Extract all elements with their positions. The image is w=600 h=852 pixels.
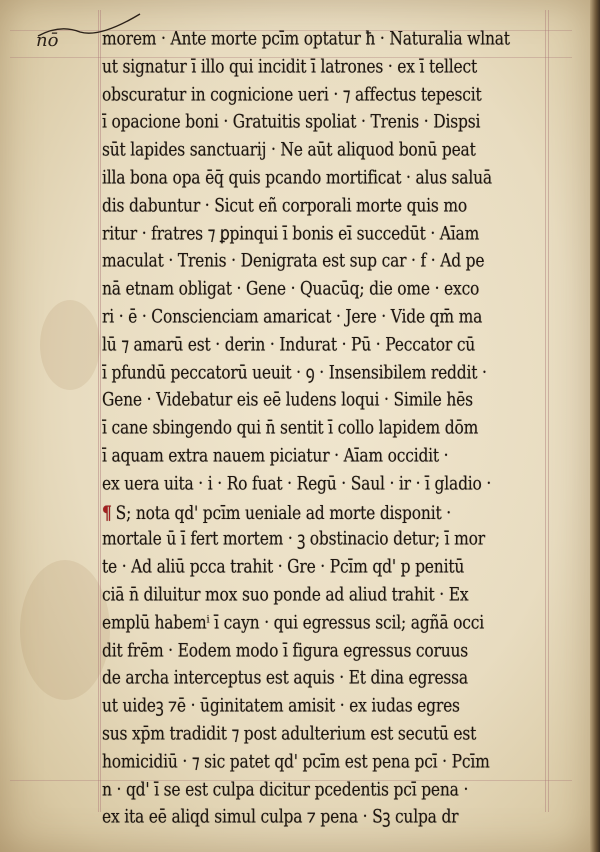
text-line: ciā n̄ diluitur mox suo ponde ad aliud trahit · Ex — [102, 584, 469, 606]
text-line: ritur · fratres ⁊ ꝑpinqui ī bonis eī succedūt · Aīam — [102, 222, 480, 245]
text-line: dis dabuntur · Sicut eñ corporali morte quis mo — [102, 194, 467, 217]
text-line: ut uideꝫ ⁊ē · ūginitatem amisit · ex iudas egres — [102, 695, 460, 717]
text-line: te · Ad aliū pcca trahit · Gre · Pcīm qd' p penitū — [102, 556, 465, 578]
text-line: ī pfundū peccatorū ueuit · ꝯ · Insensibilem reddit · — [102, 361, 487, 384]
text-line: sūt lapides sanctuarij · Ne aūt aliquod bonū peat — [102, 139, 476, 161]
ruling-line-left — [100, 10, 101, 812]
text-line: homicidiū · ⁊ sic patet qd' pcīm est pena pcī · Pcīm — [102, 750, 490, 773]
text-line: de archa interceptus est aquis · Et dina egressa — [102, 667, 468, 689]
text-line: ut signatur ī illo qui incidit ī latrones · ex ī tellect — [102, 56, 478, 78]
ruling-line-left-inner — [98, 10, 99, 812]
text-line: maculat · Trenis · Denigrata est sup car · f · Ad pe — [102, 250, 485, 272]
text-line: ī cane sbingendo qui n̄ sentit ī collo lapidem dōm — [102, 417, 479, 439]
text-line: emplū habemⁱ ī cayn · qui egressus scil; agñā occi — [102, 611, 484, 634]
text-line: ī aquam extra nauem piciatur · Aīam occidit · — [102, 445, 449, 467]
text-line: illa bona opa ēq̄ quis pcando mortificat · alus saluā — [102, 167, 492, 189]
paper-stain — [20, 560, 110, 700]
text-line: S; nota qd' pcīm ueniale ad morte disponit · — [115, 501, 451, 524]
paraph-mark: ¶ — [102, 500, 112, 524]
text-line: ex uera uita · i · Ro fuat · Regū · Saul · ir · ī gladio · — [102, 472, 492, 495]
text-line: obscuratur in cognicione ueri · ⁊ affectus tepescit — [102, 83, 482, 106]
text-line: dit frēm · Eodem modo ī figura egressus coruus — [102, 639, 469, 661]
text-block — [102, 26, 557, 832]
text-line: ri · ē · Conscienciam amaricat · Jere · Vide qm̄ ma — [102, 306, 483, 328]
text-line: morem · Ante morte pcīm optatur ħ · Naturalia wlnat — [102, 28, 510, 50]
paper-stain — [40, 300, 100, 390]
text-line: ī opacione boni · Gratuitis spoliat · Trenis · Dispsi — [102, 111, 481, 133]
marginal-note: nō — [36, 30, 59, 51]
text-line: sus xp̄m tradidit ⁊ post adulterium est secutū est — [102, 723, 477, 745]
page-edge — [590, 0, 600, 852]
text-line: ex ita eē aliqd simul culpa ⁊ pena · Sꝫ culpa dr — [102, 806, 459, 828]
text-line: n · qd' ī se est culpa dicitur pcedentis pcī pena · — [102, 778, 469, 800]
text-line: nā etnam obligat · Gene · Quacūq; die ome · exco — [102, 278, 480, 300]
text-line: mortale ū ī fert mortem · ꝫ obstinacio detur; ī mor — [102, 528, 485, 550]
text-line: lū ⁊ amarū est · derin · Indurat · Pū · Peccator cū — [102, 333, 476, 356]
text-line: Gene · Videbatur eis eē ludens loqui · Simile hēs — [102, 389, 473, 411]
